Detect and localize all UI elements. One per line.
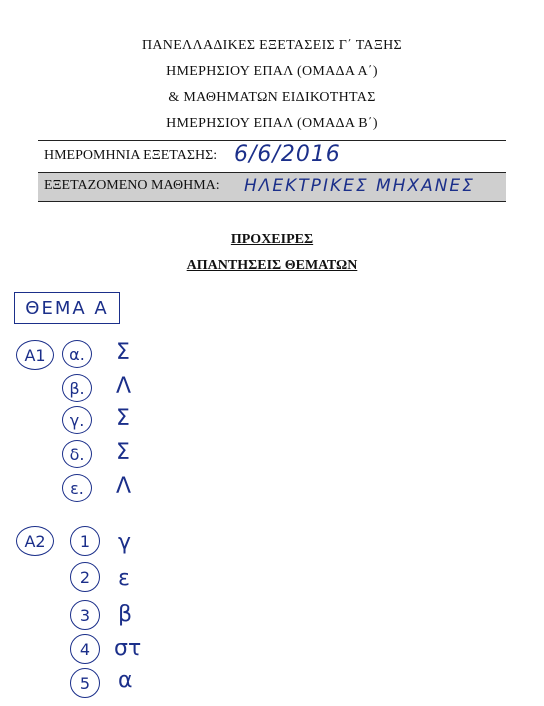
a1-label: Α1 bbox=[16, 340, 54, 370]
a1-item-key: β. bbox=[62, 374, 92, 402]
a2-item-answer: γ bbox=[118, 530, 132, 555]
a1-item-answer: Σ bbox=[116, 340, 130, 365]
header-line-4: ΗΜΕΡΗΣΙΟΥ ΕΠΑΛ (ΟΜΑΔΑ Β΄) bbox=[166, 116, 378, 131]
answers-title: ΑΠΑΝΤΗΣΕΙΣ ΘΕΜΑΤΩΝ bbox=[186, 258, 358, 273]
header-line-1: ΠΑΝΕΛΛΑΔΙΚΕΣ ΕΞΕΤΑΣΕΙΣ Γ΄ ΤΑΞΗΣ bbox=[141, 38, 403, 53]
a1-item-key: ε. bbox=[62, 474, 92, 502]
header-divider bbox=[38, 140, 506, 141]
exam-subject-label: ΕΞΕΤΑΖΟΜΕΝΟ ΜΑΘΗΜΑ: bbox=[44, 178, 220, 193]
header-line-3: & ΜΑΘΗΜΑΤΩΝ ΕΙΔΙΚΟΤΗΤΑΣ bbox=[168, 90, 376, 105]
exam-date-value: 6/6/2016 bbox=[234, 142, 341, 167]
a2-item-answer: α bbox=[118, 668, 133, 693]
a2-item-answer: στ bbox=[114, 636, 142, 661]
a2-item-answer: β bbox=[118, 602, 133, 627]
header-line-2: ΗΜΕΡΗΣΙΟΥ ΕΠΑΛ (ΟΜΑΔΑ Α΄) bbox=[166, 64, 378, 79]
exam-subject-row bbox=[38, 172, 506, 202]
a2-item-key: 5 bbox=[70, 668, 100, 698]
exam-subject-value: ΗΛΕΚΤΡΙΚΕΣ ΜΗΧΑΝΕΣ bbox=[244, 176, 475, 196]
a1-item-key: δ. bbox=[62, 440, 92, 468]
a1-item-answer: Σ bbox=[116, 440, 130, 465]
a1-item-answer: Λ bbox=[116, 474, 132, 499]
a1-item-key: γ. bbox=[62, 406, 92, 434]
a2-item-key: 1 bbox=[70, 526, 100, 556]
exam-date-row bbox=[38, 142, 506, 170]
a2-item-key: 3 bbox=[70, 600, 100, 630]
a1-item-answer: Λ bbox=[116, 374, 132, 399]
a2-label: Α2 bbox=[16, 526, 54, 556]
drafts-title: ΠΡΟΧΕΙΡΕΣ bbox=[230, 232, 314, 247]
a2-item-answer: ε bbox=[118, 566, 130, 591]
section-title-box: ΘΕΜΑ Α bbox=[14, 292, 120, 324]
a2-item-key: 2 bbox=[70, 562, 100, 592]
a1-item-key: α. bbox=[62, 340, 92, 368]
a1-item-answer: Σ bbox=[116, 406, 130, 431]
exam-date-label: ΗΜΕΡΟΜΗΝΙΑ ΕΞΕΤΑΣΗΣ: bbox=[44, 148, 218, 163]
a2-item-key: 4 bbox=[70, 634, 100, 664]
